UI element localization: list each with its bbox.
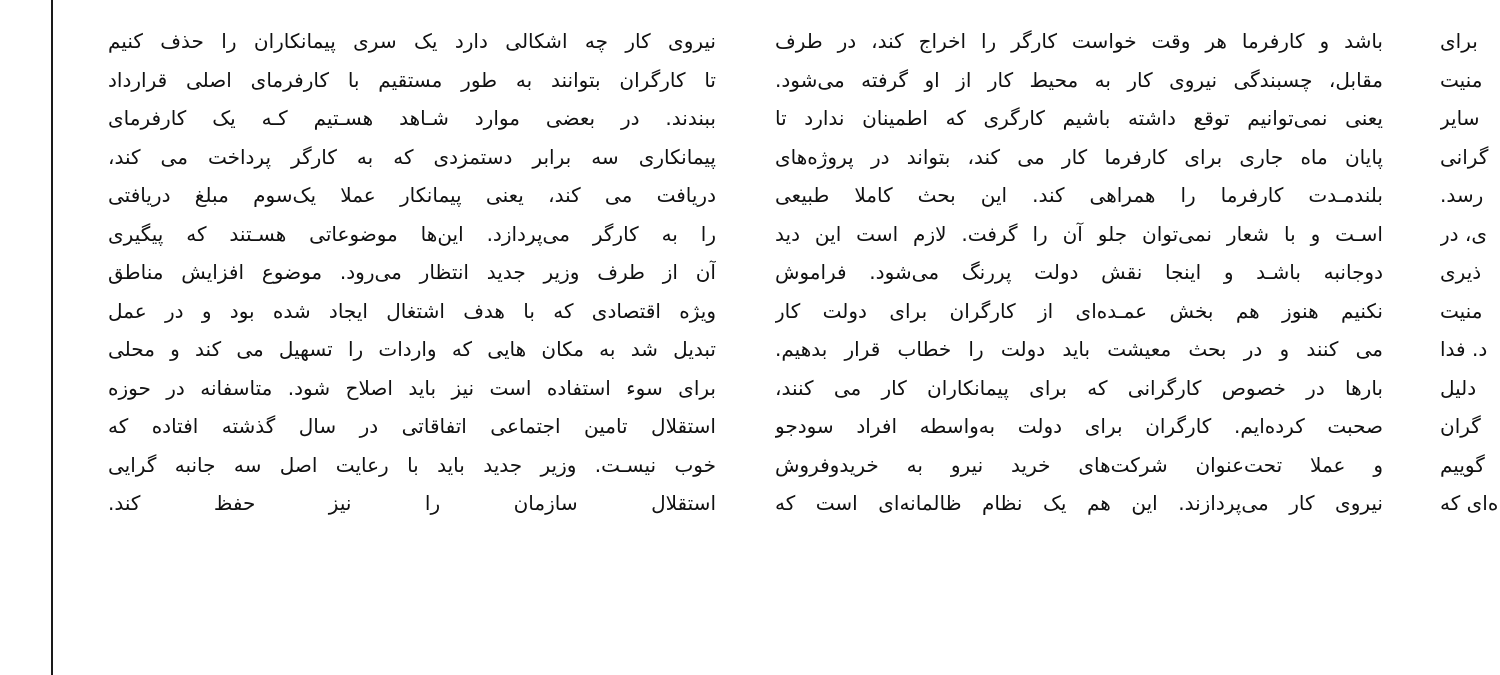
text-line: رسد. <box>1440 183 1484 207</box>
text-line: نیروی کار چه اشکالی دارد یک سری پیمانکاران را حذف کنیم <box>108 29 716 53</box>
text-line: می کنند و در بحث معیشت باید دولت را خطاب قرار بدهیم. <box>775 337 1383 361</box>
text-line: ه‌ای که <box>1440 491 1499 515</box>
text-line: برای سوء استفاده است نیز باید اصلاح شود. متاسفانه در حوزه <box>108 375 716 400</box>
text-line: برای <box>1440 29 1478 53</box>
text-line: آن از طرف وزیر جدید انتظار می‌رود. موضوع افزایش مناطق <box>108 260 716 284</box>
text-line: دریافت می کند، یعنی پیمانکار عملا یک‌سوم مبلغ دریافتی <box>108 183 716 207</box>
text-line: استقلال تامین اجتماعی اتفاقاتی در سال گذشته افتاده که <box>108 414 716 438</box>
text-line: ویژه اقتصادی که با هدف اشتغال ایجاد شده بود و در عمل <box>108 298 716 323</box>
text-line: یعنی نمی‌توانیم توقع داشته باشیم کارگری که اطمینان ندارد تا <box>775 106 1383 130</box>
text-line: دوجانبه باشـد و اینجا نقش دولت پررنگ می‌شود. فراموش <box>775 260 1383 284</box>
text-line: تا کارگران بتوانند به طور مستقیم با کارفرمای اصلی قرارداد <box>108 67 716 92</box>
text-line: استقلال سازمان را نیز حفظ کند. <box>108 491 716 515</box>
text-line: تبدیل شد به مکان هایی که واردات را تسهیل می کند و محلی <box>108 337 716 361</box>
text-line: بارها در خصوص کارگرانی که برای پیمانکاران کار می کنند، <box>775 375 1383 400</box>
text-line: را به کارگر می‌پردازد. این‌ها موضوعاتی هسـتند که پیگیری <box>108 221 716 246</box>
text-line: ببندند. در بعضی موارد شـاهد هسـتیم کـه یک کارفرمای <box>108 106 716 130</box>
text-line: د. فدا <box>1440 337 1488 361</box>
text-column-right-partial <box>1440 22 1500 675</box>
text-line: نیروی کار می‌پردازند. این هم یک نظام ظالمانه‌ای است که <box>775 491 1383 515</box>
text-line: گرانی <box>1440 144 1489 169</box>
text-line: پیمانکاری سه برابر دستمزدی که به کارگر پرداخت می کند، <box>108 144 716 169</box>
text-line: ذیری <box>1440 260 1482 284</box>
text-line: پایان ماه جاری برای کارفرما کار می کند، بتواند در پروژه‌های <box>775 144 1383 169</box>
text-line: باشد و کارفرما هر وقت خواست کارگر را اخراج کند، در طرف <box>775 29 1383 53</box>
text-line: دلیل <box>1440 375 1477 400</box>
text-line: سایر <box>1440 106 1480 130</box>
text-line: صحبت کرده‌ایم. کارگران برای دولت به‌واسطه افراد سودجو <box>775 414 1383 438</box>
column-divider-rule <box>51 0 53 675</box>
text-line: اسـت و با شعار نمی‌توان جلو آن را گرفت. لازم است این دید <box>775 221 1383 246</box>
text-line: منیت <box>1440 67 1483 92</box>
text-line: بلندمـدت کارفرما را همراهی کند. این بحث کاملا طبیعی <box>775 183 1383 207</box>
text-line: منیت <box>1440 298 1483 323</box>
text-line: مقابل، چسبندگی نیروی کار به محیط کار از او گرفته می‌شود. <box>775 67 1383 92</box>
text-line: گران <box>1440 414 1481 438</box>
text-column-left <box>108 22 716 675</box>
text-line: خوب نیسـت. وزیر جدید باید با رعایت اصل سه جانبه گرایی <box>108 452 716 477</box>
text-line: و عملا تحت‌عنوان شرکت‌های خرید نیرو به خریدوفروش <box>775 452 1383 477</box>
text-line: ی، در <box>1440 221 1488 246</box>
text-line: گوییم <box>1440 452 1485 477</box>
text-line: نکنیم هنوز هم بخش عمـده‌ای از کارگران برای دولت کار <box>775 298 1383 323</box>
text-column-middle <box>775 22 1383 675</box>
